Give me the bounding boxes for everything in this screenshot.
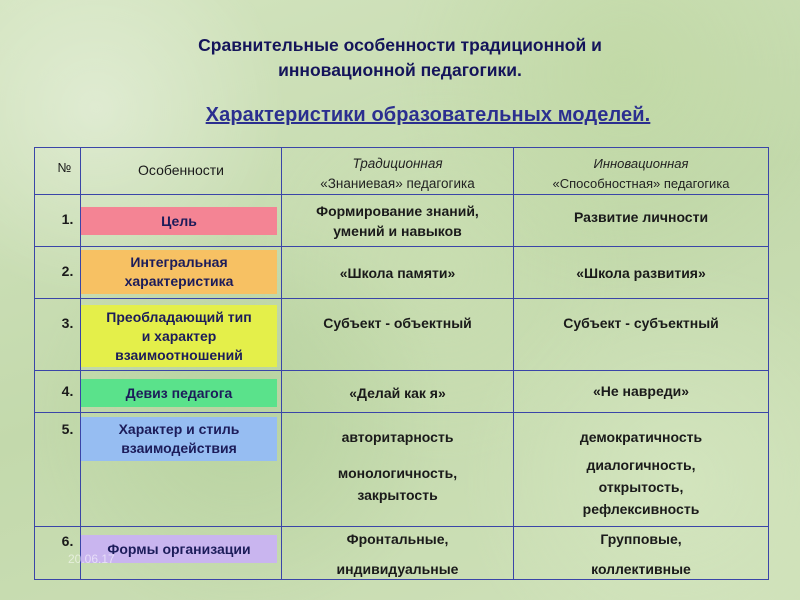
feature-text: взаимоотношений [115, 346, 243, 363]
feature-cell [81, 371, 282, 413]
slide-title [100, 33, 700, 83]
traditional-cell [282, 527, 514, 580]
traditional-value: Фронтальные, [346, 531, 449, 547]
feature-cell [81, 195, 282, 247]
traditional-value: Субъект - объектный [323, 315, 472, 331]
feature-cell [81, 299, 282, 371]
header-traditional-line1: Традиционная [352, 156, 443, 171]
innovative-value: коллективные [591, 561, 691, 577]
feature-text: характеристика [124, 273, 234, 289]
slide-subtitle: Характеристики образовательных моделей. [205, 104, 651, 126]
table-row [35, 413, 769, 527]
feature-text: Интегральная [130, 254, 228, 270]
table-row [35, 371, 769, 413]
traditional-value: «Школа памяти» [339, 265, 456, 281]
traditional-cell [282, 371, 514, 413]
feature-cell [81, 247, 282, 299]
slide-date-watermark: 20.06.17 [68, 552, 115, 566]
table-row [35, 299, 769, 371]
traditional-cell [282, 195, 514, 247]
traditional-value: умений и навыков [333, 223, 462, 239]
traditional-value: монологичность, [337, 465, 458, 481]
traditional-value: авторитарность [341, 429, 454, 445]
row-number: 2. [35, 247, 81, 299]
feature-label-motto [81, 379, 277, 407]
innovative-cell [514, 413, 769, 527]
feature-text: Преобладающий тип [106, 308, 252, 325]
feature-label-prevailing [81, 305, 277, 367]
comparison-table [34, 147, 769, 580]
traditional-value: Формирование знаний, [316, 203, 479, 219]
feature-text: Формы организации [107, 540, 251, 557]
feature-text: взаимодействия [121, 440, 237, 456]
header-innovative [514, 148, 769, 195]
feature-label-integral [81, 250, 277, 294]
innovative-value: демократичность [579, 429, 703, 445]
row-number: 4. [35, 371, 81, 413]
traditional-value: индивидуальные [336, 561, 459, 577]
innovative-value: Субъект - субъектный [563, 315, 719, 331]
innovative-cell [514, 247, 769, 299]
header-innovative-line1: Инновационная [593, 156, 689, 171]
traditional-cell [282, 413, 514, 527]
header-features: Особенности [81, 148, 282, 195]
row-number: 3. [35, 299, 81, 371]
traditional-value: «Делай как я» [349, 385, 446, 401]
header-traditional [282, 148, 514, 195]
traditional-value: закрытость [357, 487, 438, 503]
header-innovative-line2: «Способностная» педагогика [552, 176, 730, 191]
innovative-value: Групповые, [600, 531, 682, 547]
innovative-cell [514, 299, 769, 371]
title-line-1: Сравнительные особенности традиционной и [198, 35, 602, 55]
header-num: № [35, 148, 81, 195]
feature-text: Характер и стиль [118, 421, 240, 437]
table-row [35, 195, 769, 247]
table-row [35, 247, 769, 299]
innovative-value: Развитие личности [573, 209, 709, 225]
feature-text: и характер [141, 327, 217, 344]
innovative-cell [514, 371, 769, 413]
traditional-cell [282, 247, 514, 299]
traditional-cell [282, 299, 514, 371]
row-number: 5. [35, 413, 81, 527]
table-row [35, 527, 769, 580]
header-traditional-line2: «Знаниевая» педагогика [320, 176, 475, 191]
row-number: 1. [35, 195, 81, 247]
innovative-value: «Не навреди» [592, 383, 690, 399]
title-line-2: инновационной педагогики. [278, 60, 522, 80]
feature-cell [81, 413, 282, 527]
feature-label-goal [81, 207, 277, 235]
innovative-cell [514, 195, 769, 247]
innovative-value: открытость, [598, 479, 684, 495]
innovative-cell [514, 527, 769, 580]
innovative-value: диалогичность, [586, 457, 696, 473]
table-header-row [35, 148, 769, 195]
innovative-value: «Школа развития» [576, 265, 706, 281]
feature-text: Цель [161, 212, 197, 229]
feature-label-style [81, 417, 277, 461]
row-number: 6. [35, 527, 81, 580]
feature-text: Девиз педагога [125, 384, 233, 401]
innovative-value: рефлексивность [582, 501, 700, 517]
